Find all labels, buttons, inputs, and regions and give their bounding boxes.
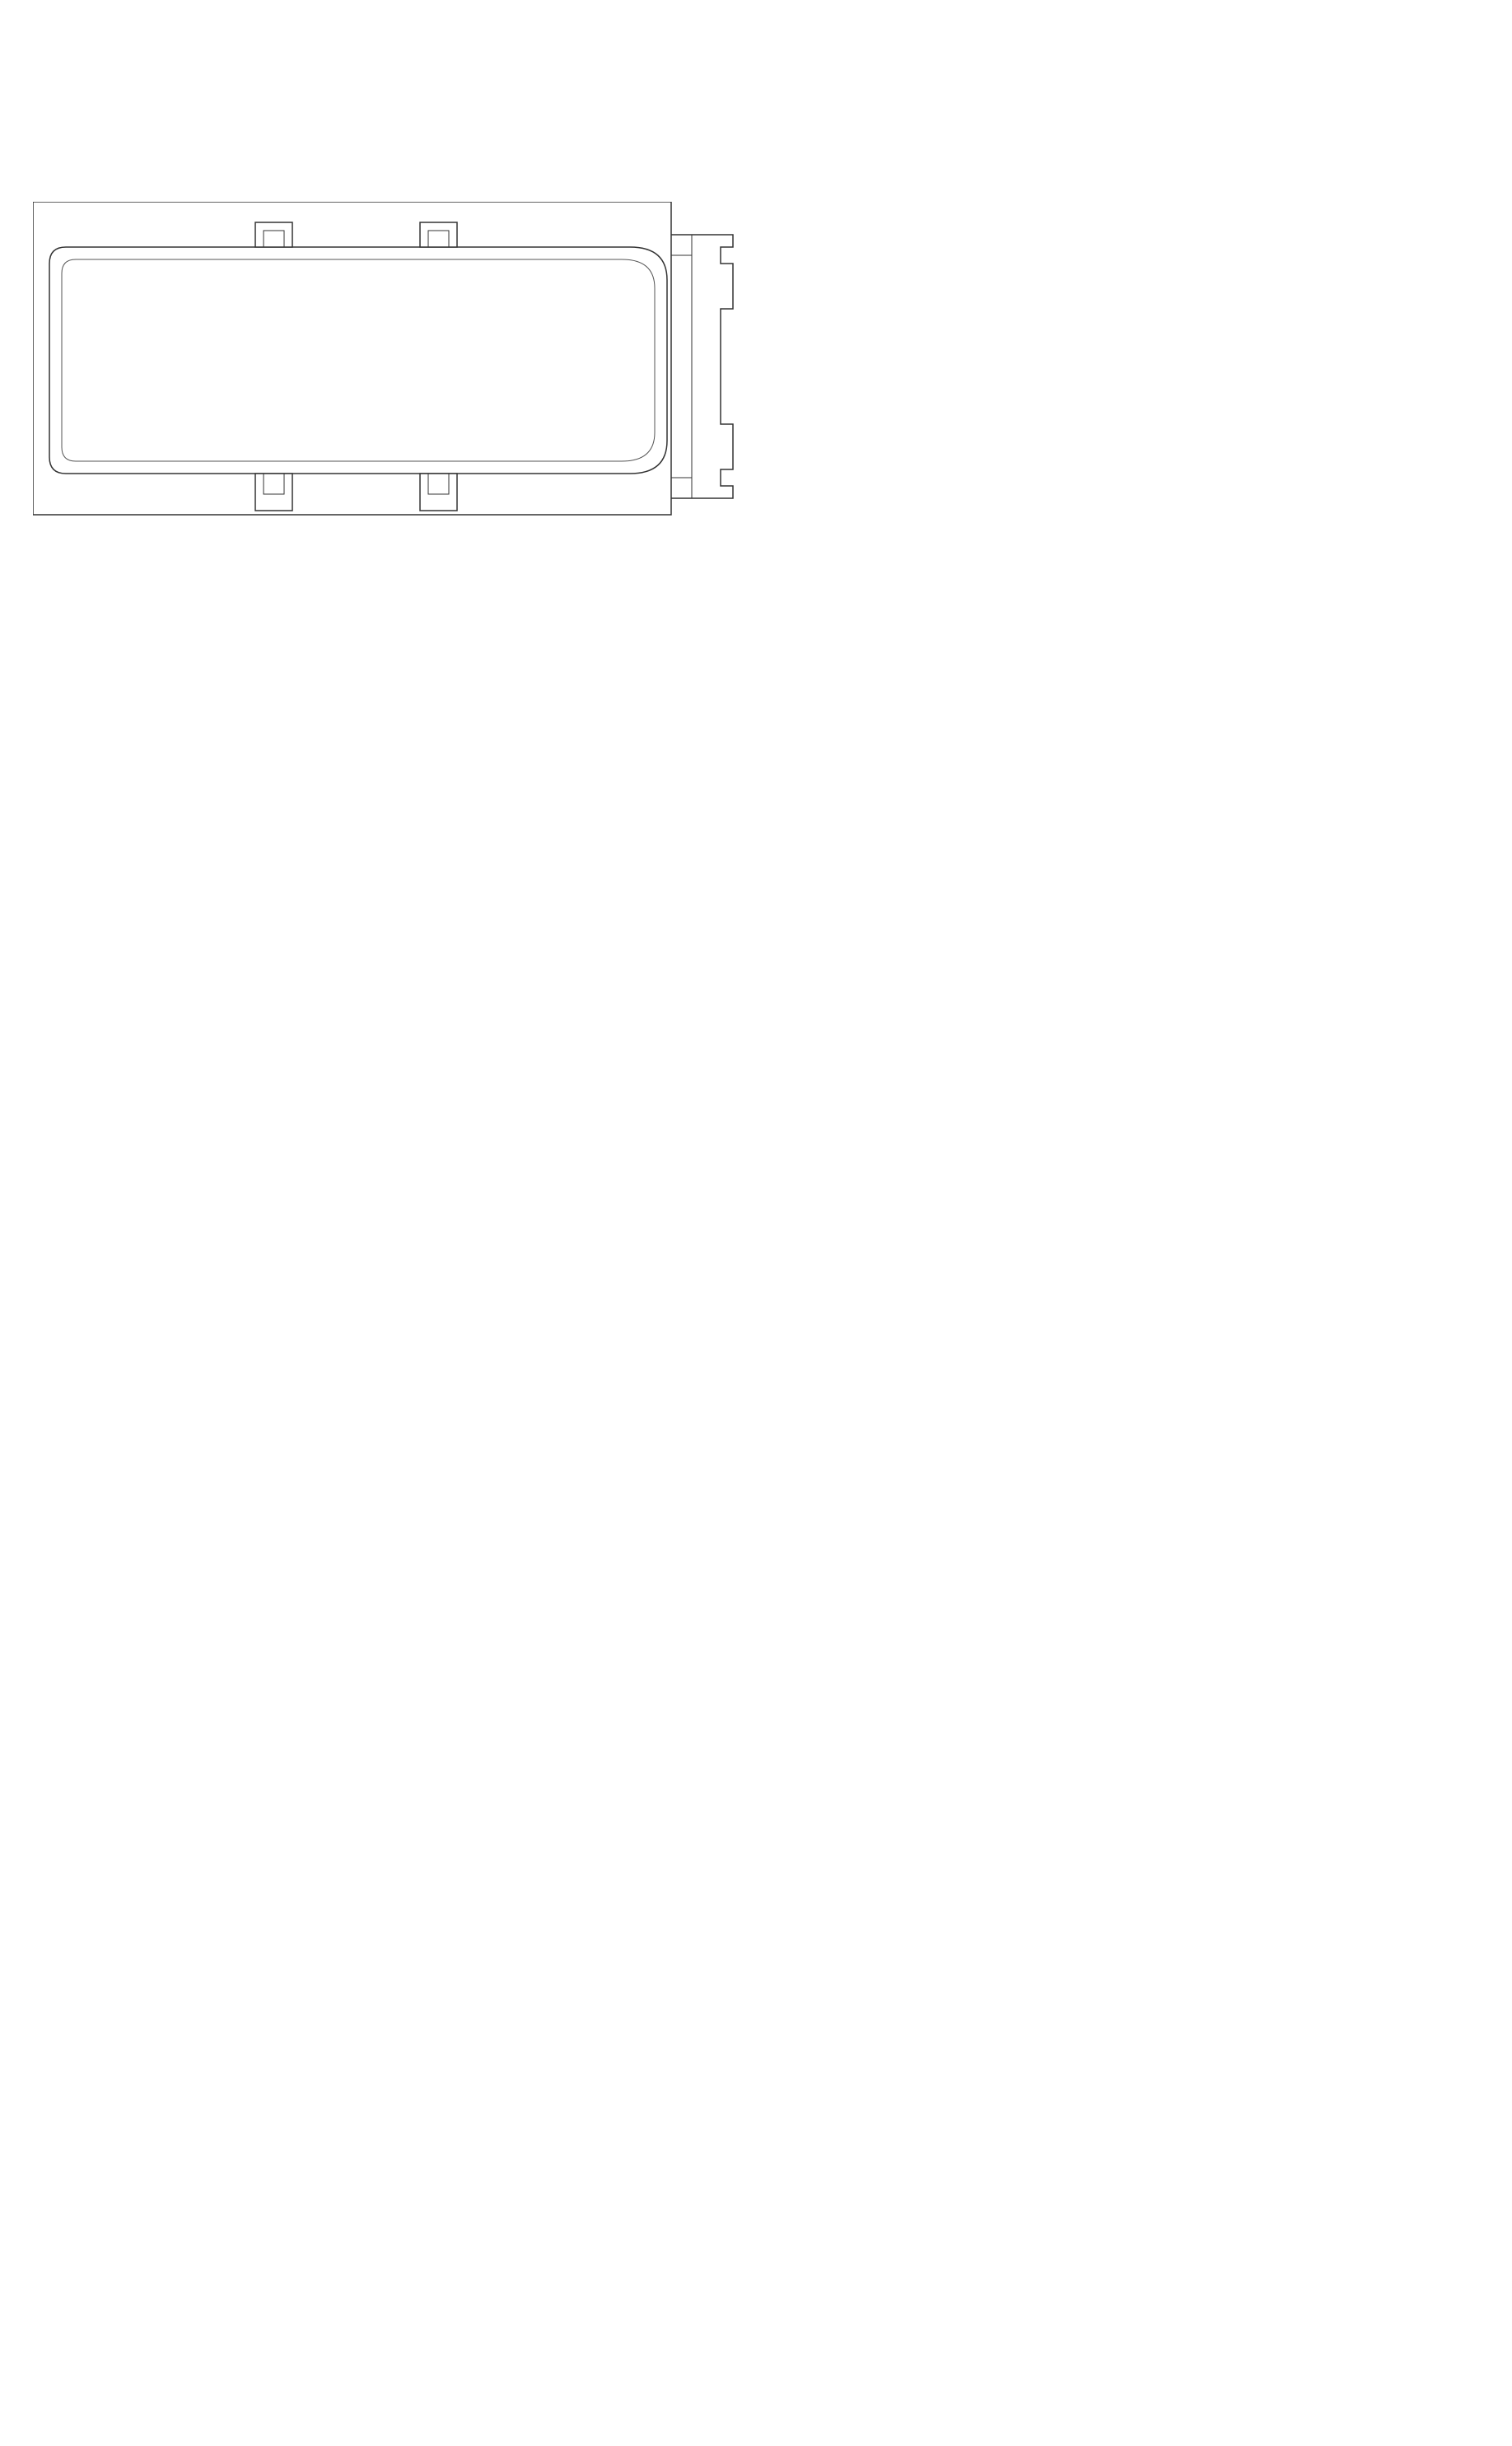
connector-side-flange	[671, 235, 733, 498]
connector-face-diagram	[33, 202, 741, 523]
latch-top-right	[420, 222, 457, 247]
connector-outer-shell	[33, 202, 671, 515]
latch-top-left	[255, 222, 292, 247]
latch-bottom-left	[255, 474, 292, 511]
latch-bottom-right	[420, 474, 457, 511]
